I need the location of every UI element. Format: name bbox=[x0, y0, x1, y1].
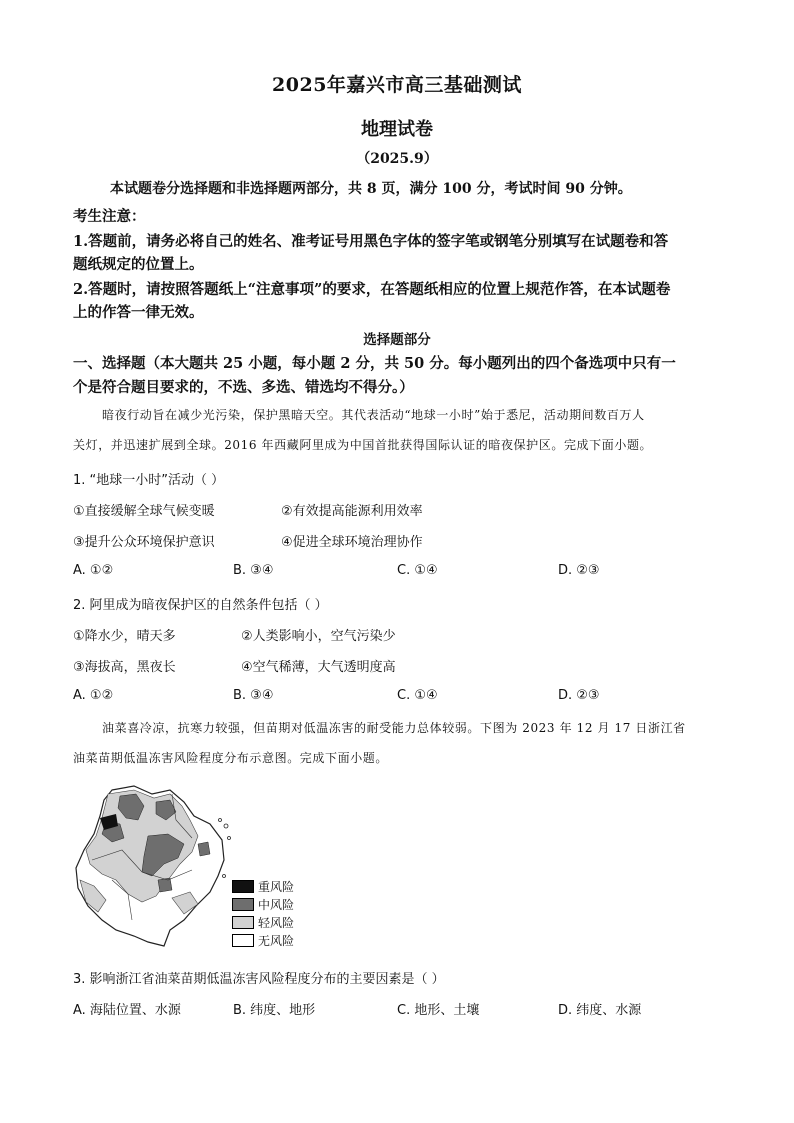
passage-2-line-2: 油菜苗期低温冻害风险程度分布示意图。完成下面小题。 bbox=[73, 751, 389, 765]
q2-choice-a[interactable]: A. ①② bbox=[73, 688, 114, 703]
question-2-stem: 2. 阿里成为暗夜保护区的自然条件包括（ ） bbox=[73, 598, 328, 613]
section-intro-line-2: 个是符合题目要求的，不选、多选、错选均不得分。） bbox=[73, 379, 414, 396]
legend-label-heavy: 重风险 bbox=[258, 880, 295, 894]
notice-heading: 考生注意： bbox=[73, 208, 146, 225]
legend-label-none: 无风险 bbox=[258, 934, 295, 948]
notice-item-1-line-1: 1.答题前，请务必将自己的姓名、准考证号用黑色字体的签字笔或钢笔分别填写在试题卷和答 bbox=[73, 233, 669, 250]
legend-label-medium: 中风险 bbox=[258, 898, 295, 912]
q1-statement-2: ②有效提高能源利用效率 bbox=[281, 504, 423, 519]
q2-choice-b[interactable]: B. ③④ bbox=[233, 688, 274, 703]
q1-choice-a[interactable]: A. ①② bbox=[73, 563, 114, 578]
island bbox=[223, 875, 226, 878]
island bbox=[224, 824, 228, 828]
notice-item-2-line-2: 上的作答一律无效。 bbox=[73, 304, 204, 321]
legend-medium-risk bbox=[232, 896, 294, 913]
q1-choice-b[interactable]: B. ③④ bbox=[233, 563, 274, 578]
legend-heavy-risk bbox=[232, 878, 294, 895]
q3-choice-a[interactable]: A. 海陆位置、水源 bbox=[73, 1003, 181, 1018]
question-3-stem: 3. 影响浙江省油菜苗期低温冻害风险程度分布的主要因素是（ ） bbox=[73, 972, 445, 987]
section-title: 选择题部分 bbox=[363, 332, 431, 348]
exam-date: （2025.9） bbox=[356, 151, 438, 167]
passage-2-line-1: 油菜喜冷凉，抗寒力较强，但苗期对低温冻害的耐受能力总体较弱。下图为 2023 年 12 月 17 日浙江省 bbox=[102, 721, 686, 735]
medium-risk-region-s bbox=[158, 878, 172, 892]
q2-choice-d[interactable]: D. ②③ bbox=[558, 688, 600, 703]
passage-1-line-1: 暗夜行动旨在减少光污染，保护黑暗天空。其代表活动“地球一小时”始于悉尼，活动期间数百万人 bbox=[102, 408, 645, 422]
zhejiang-map-graphic bbox=[72, 780, 232, 950]
notice-item-1-line-2: 题纸规定的位置上。 bbox=[73, 256, 204, 273]
legend-light-risk bbox=[232, 914, 294, 931]
q1-statement-3: ③提升公众环境保护意识 bbox=[73, 535, 215, 550]
island bbox=[219, 819, 222, 822]
exam-title: 2025年嘉兴市高三基础测试 bbox=[272, 74, 522, 96]
q2-statement-3: ③海拔高，黑夜长 bbox=[73, 660, 176, 675]
notice-item-2-line-1: 2.答题时，请按照答题纸上“注意事项”的要求，在答题纸相应的位置上规范作答，在本试题卷 bbox=[73, 281, 671, 298]
q3-choice-c[interactable]: C. 地形、土壤 bbox=[397, 1003, 480, 1018]
q3-choice-b[interactable]: B. 纬度、地形 bbox=[233, 1003, 316, 1018]
question-1-stem: 1. “地球一小时”活动（ ） bbox=[73, 473, 225, 488]
legend-swatch-light bbox=[232, 916, 254, 929]
q1-statement-4: ④促进全球环境治理协作 bbox=[281, 535, 423, 550]
q2-statement-1: ①降水少，晴天多 bbox=[73, 629, 176, 644]
q2-statement-2: ②人类影响小，空气污染少 bbox=[241, 629, 396, 644]
exam-summary: 本试题卷分选择题和非选择题两部分，共 8 页，满分 100 分，考试时间 90 分钟。 bbox=[110, 181, 632, 197]
legend-swatch-medium bbox=[232, 898, 254, 911]
q3-choice-d[interactable]: D. 纬度、水源 bbox=[558, 1003, 642, 1018]
section-intro-line-1: 一、选择题（本大题共 25 小题，每小题 2 分，共 50 分。每小题列出的四个备选项中只有一 bbox=[73, 355, 676, 372]
q1-statement-1: ①直接缓解全球气候变暖 bbox=[73, 504, 215, 519]
legend-no-risk bbox=[232, 932, 294, 949]
subject-title: 地理试卷 bbox=[361, 119, 433, 140]
legend-label-light: 轻风险 bbox=[258, 916, 295, 930]
zhejiang-risk-map bbox=[72, 780, 312, 950]
island bbox=[228, 837, 231, 840]
q1-choice-d[interactable]: D. ②③ bbox=[558, 563, 600, 578]
q2-statement-4: ④空气稀薄，大气透明度高 bbox=[241, 660, 396, 675]
legend-swatch-none bbox=[232, 934, 254, 947]
passage-1-line-2: 关灯，并迅速扩展到全球。2016 年西藏阿里成为中国首批获得国际认证的暗夜保护区。完成下面小题。 bbox=[73, 438, 653, 452]
medium-risk-region-e bbox=[198, 842, 210, 856]
q1-choice-c[interactable]: C. ①④ bbox=[397, 563, 438, 578]
legend-swatch-heavy bbox=[232, 880, 254, 893]
q2-choice-c[interactable]: C. ①④ bbox=[397, 688, 438, 703]
